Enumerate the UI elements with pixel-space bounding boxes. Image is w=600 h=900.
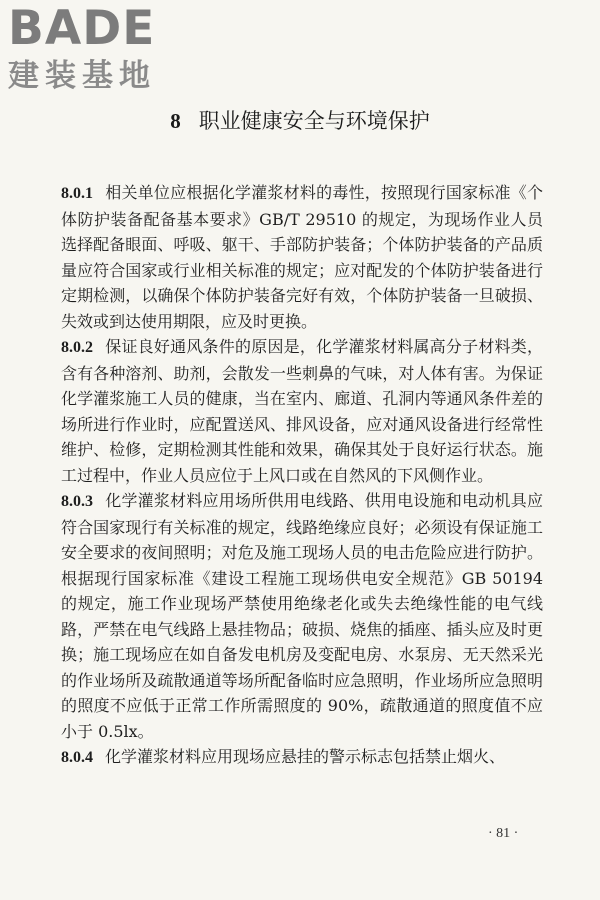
clause-number: 8.0.1 — [61, 185, 93, 202]
clause-text: 保证良好通风条件的原因是，化学灌浆材料属高分子材料类，含有各种溶剂、助剂，会散发一些刺鼻的气味，对人体有害。为保证化学灌浆施工人员的健康，当在室内、廊道、孔洞内等通风条件差的场所进行作业时，应配置送风、排风设备，应对通风设备进行经常性维护、检修，定期检测其性能和效果，确保其处于良好运行状态。施工过程中，作业人员应位于上风口或在自然风的下风侧作业。 — [61, 337, 543, 485]
clause-text: 相关单位应根据化学灌浆材料的毒性，按照现行国家标准《个体防护装备配备基本要求》GB/T 29510 的规定，为现场作业人员选择配备眼面、呼吸、躯干、手部防护装备；个体防护装备的产品质量应符合国家或行业相关标准的规定；应对配发的个体防护装备进行定期检测，以确保个体防护装备完好有效，个体防护装备一旦破损、失效或到达使用期限，应及时更换。 — [61, 183, 543, 331]
clause-8-0-3 — [61, 488, 543, 744]
chapter-heading — [0, 106, 600, 136]
clause-8-0-2 — [61, 334, 543, 488]
page-number: · 81 · — [488, 826, 519, 841]
clause-8-0-4 — [61, 744, 543, 771]
clause-text: 化学灌浆材料应用场所供用电线路、供用电设施和电动机具应符合国家现行有关标准的规定，线路绝缘应良好；必须设有保证施工安全要求的夜间照明；对危及施工现场人员的电击危险应进行防护。根据现行国家标准《建设工程施工现场供电安全规范》GB 50194 的规定，施工作业现场严禁使用绝缘老化或失去绝缘性能的电气线路，严禁在电气线路上悬挂物品；破损、烧焦的插座、插头应及时更换；施工现场应在如自备发电机房及变配电房、水泵房、无天然采光的作业场所及疏散通道等场所配备临时应急照明，作业场所应急照明的照度不应低于正常工作所需照度的 90%，疏散通道的照度值不应小于 0.5lx。 — [61, 491, 543, 741]
bade-logo — [8, 2, 156, 94]
chapter-title: 职业健康安全与环境保护 — [198, 109, 430, 133]
body-text — [61, 180, 543, 771]
clause-number: 8.0.3 — [61, 493, 93, 510]
clause-text: 化学灌浆材料应用现场应悬挂的警示标志包括禁止烟火、 — [105, 747, 506, 766]
logo-subtitle: 建装基地 — [8, 58, 156, 94]
clause-number: 8.0.2 — [61, 339, 93, 356]
chapter-number: 8 — [170, 109, 181, 133]
logo-wordmark: BADE — [8, 1, 156, 56]
clause-number: 8.0.4 — [61, 749, 93, 766]
clause-8-0-1 — [61, 180, 543, 334]
